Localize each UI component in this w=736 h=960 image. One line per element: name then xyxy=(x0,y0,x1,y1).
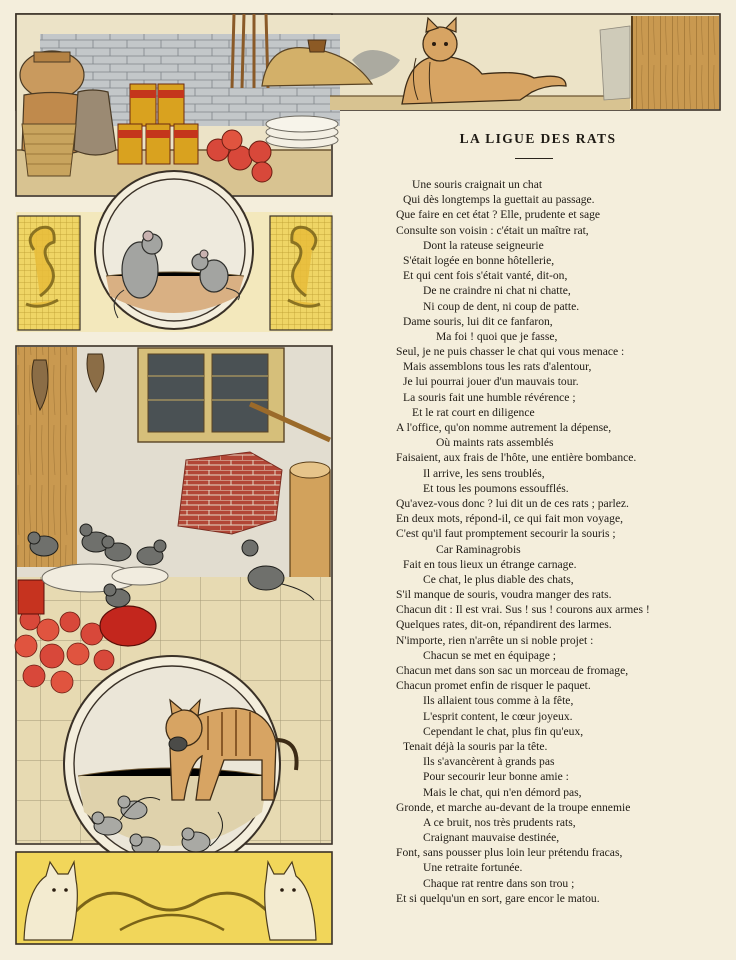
poem-verse: Et qui cent fois s'était vanté, dit-on, xyxy=(403,269,568,283)
poem-verse: Où maints rats assemblés xyxy=(436,436,554,450)
poem-verse: Faisaient, aux frais de l'hôte, une entière bombance. xyxy=(396,451,637,465)
poem-verse: Et tous les poumons essoufflés. xyxy=(423,481,569,495)
poem-verse: En deux mots, répond-il, ce qui fait mon voyage, xyxy=(396,512,623,526)
poem-verse: Chacun dit : Il est vrai. Sus ! sus ! courons aux armes ! xyxy=(396,603,650,617)
poem-verse: Et le rat court en diligence xyxy=(412,405,535,419)
poem-verse: Seul, je ne puis chasser le chat qui vous menace : xyxy=(396,345,625,359)
poem-verse: Dame souris, lui dit ce fanfaron, xyxy=(403,314,553,328)
poem-verse: Une souris craignait un chat xyxy=(412,178,543,191)
poem-verse: Fait en tous lieux un étrange carnage. xyxy=(403,557,577,571)
poem-verse: Je lui pourrai jouer d'un mauvais tour. xyxy=(403,375,579,389)
poem-verse: C'est qu'il faut promptement secourir la souris ; xyxy=(396,527,616,541)
poem-verse: Qui dès longtemps la guettait au passage. xyxy=(403,193,595,207)
poem-verse: La souris fait une humble révérence ; xyxy=(403,390,576,404)
poem-verse: Mais assemblons tous les rats d'alentour, xyxy=(403,360,592,374)
poem-text xyxy=(396,177,726,906)
poem-verse: De ne craindre ni chat ni chatte, xyxy=(423,284,571,298)
poem-verse: Chacun promet enfin de risquer le paquet. xyxy=(396,679,591,693)
poem-verse: Chacun se met en équipage ; xyxy=(423,648,556,662)
poem-verse: Une retraite fortunée. xyxy=(423,861,523,875)
poem-verse: Chacun met dans son sac un morceau de fromage, xyxy=(396,664,629,677)
poem-verse: Pour secourir leur bonne amie : xyxy=(423,770,569,784)
poem-verse: Ma foi ! quoi que je fasse, xyxy=(436,329,558,343)
poem-verse: Font, sans pousser plus loin leur prétendu fracas, xyxy=(396,846,623,860)
poem-verse: S'était logée en bonne hôtellerie, xyxy=(403,253,555,267)
poem-verse: A ce bruit, nos très prudents rats, xyxy=(423,815,576,829)
poem-verse: Dont la rateuse seigneurie xyxy=(423,238,544,252)
poem-verse: Gronde, et marche au-devant de la troupe ennemie xyxy=(396,800,631,814)
poem-verse: Qu'avez-vous donc ? lui dit un de ces rats ; parlez. xyxy=(396,496,629,510)
top-pantry-scene xyxy=(16,14,720,196)
poem-verse: Que faire en cet état ? Elle, prudente et sage xyxy=(396,208,601,222)
poem-verse: A l'office, qu'on nomme autrement la dépense, xyxy=(396,421,612,434)
poem-verse: Et si quelqu'un en sort, gare encor le matou. xyxy=(396,891,600,905)
poem-verse: N'importe, rien n'arrête un si noble projet : xyxy=(396,633,594,647)
poem-verse: Il arrive, les sens troublés, xyxy=(423,466,545,480)
poem-verse: Ce chat, le plus diable des chats, xyxy=(423,572,574,586)
poem-verse: Tenait déjà la souris par la tête. xyxy=(403,739,548,753)
poem-verse: Chaque rat rentre dans son trou ; xyxy=(423,876,575,890)
poem-title: LA LIGUE DES RATS xyxy=(459,131,617,146)
poem-verse: Ils s'avancèrent à grands pas xyxy=(423,755,555,769)
poem-verse: Car Raminagrobis xyxy=(436,542,521,556)
poem-verse: Mais le chat, qui n'en démord pas, xyxy=(423,785,582,799)
poem-verse: Cependant le chat, plus fin qu'eux, xyxy=(423,724,584,738)
bottom-cat-ornament xyxy=(16,852,332,944)
poem-verse: Quelques rates, dit-on, répandirent des larmes. xyxy=(396,618,612,632)
title-divider xyxy=(515,158,553,159)
poem-verse: Ni coup de dent, ni coup de patte. xyxy=(423,299,580,313)
poem-verse: L'esprit content, le cœur joyeux. xyxy=(423,709,573,723)
poem-verse: Craignant mauvaise destinée, xyxy=(423,831,560,845)
poem-verse: Consulte son voisin : c'était un maître rat, xyxy=(396,223,589,237)
poem-verse: S'il manque de souris, voudra manger des rats. xyxy=(396,588,612,602)
poem-verse: Ils allaient tous comme à la fête, xyxy=(423,694,574,708)
